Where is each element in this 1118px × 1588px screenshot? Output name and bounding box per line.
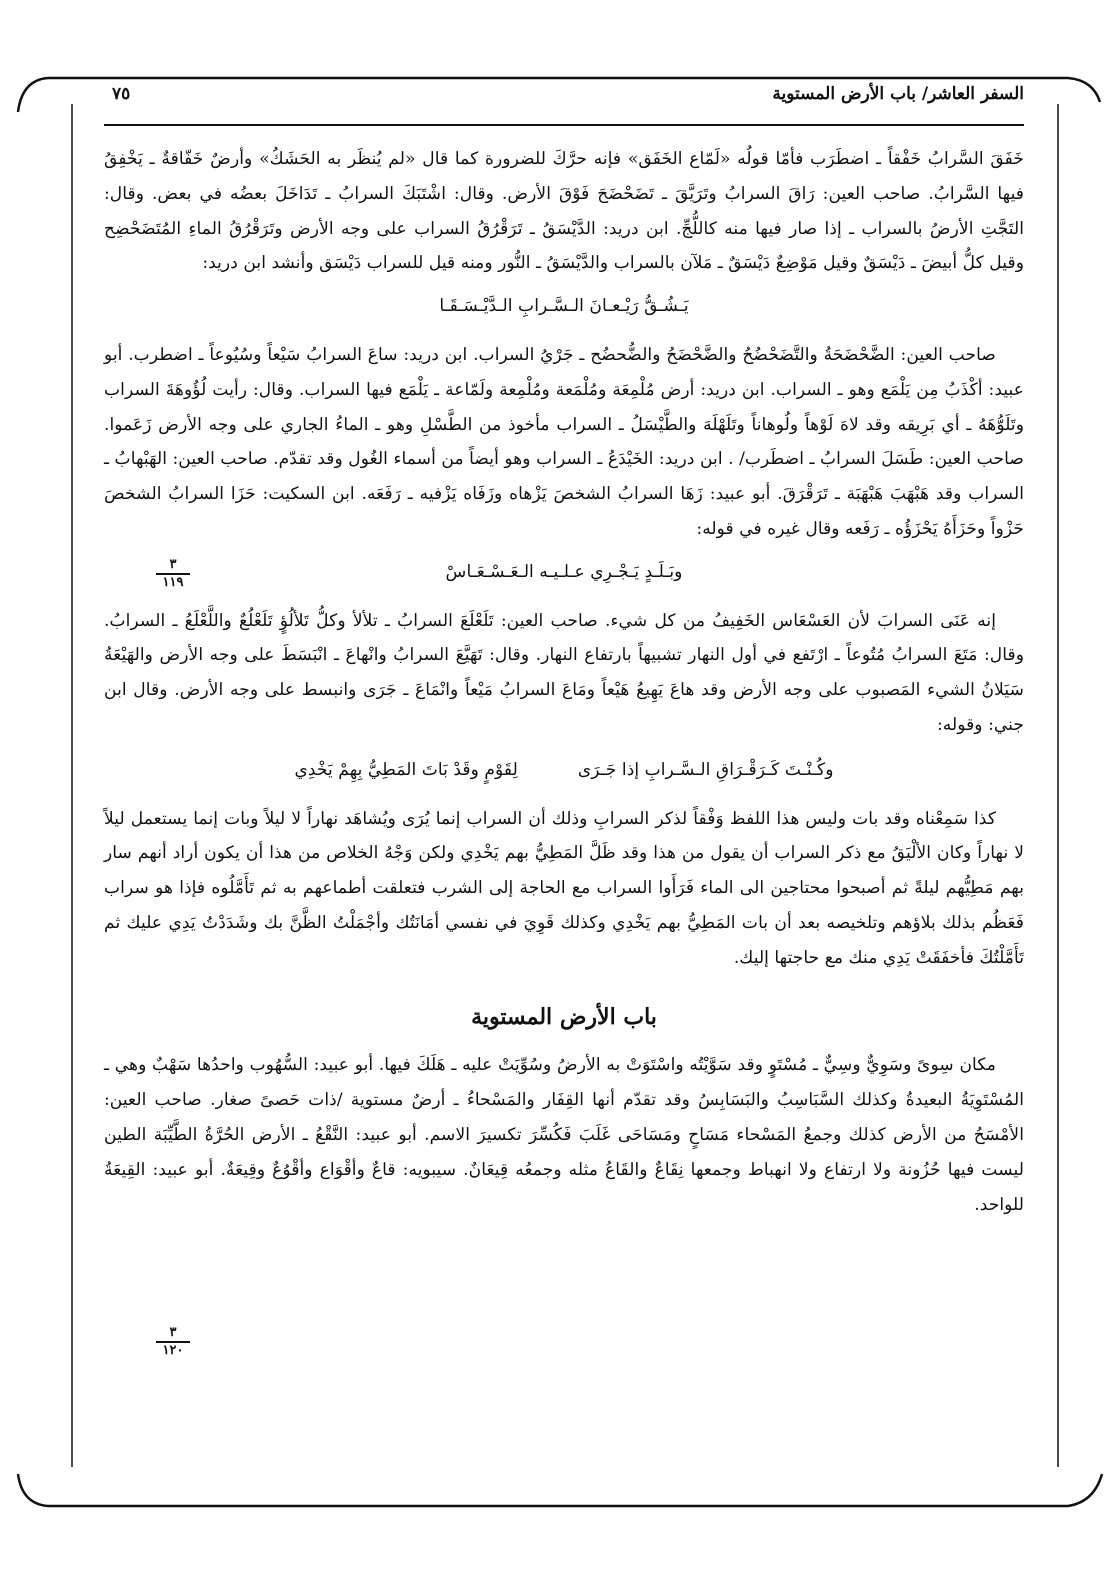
verse-hemistich-second: لِقَوْمٍ وقَدْ بَاتَ المَطِيُّ بِهِمْ يَخْدِي [294, 759, 518, 780]
paragraph: صاحب العين: الضَّحْضَحَةُ والتَّضَحْضُحُ والضَّحْضَحُ والضُّحضُح ـ جَرْيُ السراب. ابن دريد: ساعَ السرابُ سَيْعاً وسُيُوعاً ـ اضطرب. أبو عبيد: أكْذَبُ مِن يَلْمَع وهو ـ السراب. ابن دريد: أرض مُلْمِعَة ومُلْمَعة ومُلْمِعة ولَمّاعة ـ يَلْمَع فيها السراب. وقال: رأيت لُؤُوهَةَ السراب وتَلَوُّهَهُ ـ أي بَرِيقه وقد لاهَ لَوْهاً ولُوهاناً وتَلَهْلَهَ والطَّيْسَلُ ـ السراب مأخوذ من الطَّسْلِ وهو ـ الماءُ الجاري على وجه الأرض زَعَموا. صاحب العين: طَسَلَ السرابُ ـ اضطَرب/ . ابن دريد: الخَيْدَعُ ـ السراب وهو أيضاً من أسماء الغُول وقد تقدّم. صاحب العين: الهَبْهابُ ـ السراب وقد هَبْهَبَ هَبْهَبَة ـ تَرَقْرَقَ. أبو عبيد: زَهَا السرابُ الشخصَ يَزْهاه وزَفَاه يَزْفيه ـ رَفَعَه. ابن السكيت: حَزَا السرابُ الشخصَ حَزْواً وحَزَأَهُ يَحْزَؤُه ـ رَفَعه وقال غيره في قوله: [104, 344, 1024, 539]
verse-couplet [104, 753, 1024, 788]
marginal-note-volume: ٣ [156, 1326, 190, 1343]
running-title: السفر العاشر/ باب الأرض المستوية [772, 84, 1024, 104]
page [104, 80, 1024, 1480]
paragraph: مكان سِوىً وسَوِيٌّ وسِيٌّ ـ مُسْتَوٍ وقد سَوَّيْتُه واسْتَوَتْ به الأرضُ وسُوِّيَتْ عليه ـ هَلَكَ فيها. أبو عبيد: السُّهُوب واحدُها سَهْبٌ وهي ـ المُسْتَوِيَةُ البعيدةُ وكذلك السَّبَاسِبُ والبَسَابِسُ وقد تقدّم أنها القِفَار والمَسْحاءُ ـ أرضٌ مستوية /ذات حَصىً صغار. صاحب العين: الأمْسَحُ من الأرض كذلك وجمعُ المَسْحاء مَسَاحٍ ومَسَاحَى غَلَبَ فَكُسِّرَ تكسيرَ الاسم. أبو عبيد: النَّقْعُ ـ الأرض الحُرَّةُ الطَّيِّبَة الطين ليست فيها حُزُونة ولا ارتفاع ولا انهباط وجمعها نِقَاعٌ والقَاعُ مثله وجمعُه قِيعَانٌ. سيبويه: قاعٌ وأقْوَاع وأقْوُعٌ وقِيعَةٌ. أبو عبيد: القِيعَةُ للواحد. [104, 1055, 1024, 1215]
verse-line: يَـشُـقُّ رَيْـعـانَ الـسَّـرابِ الـدَّيْـسَـقَـا [439, 296, 689, 317]
page-header [104, 84, 1024, 114]
verse-hemistich-first: وكُـنْـتَ كَـرَقْـرَاقِ الـسَّـرابِ إذا جَـرَى [577, 759, 834, 780]
marginal-note-120 [156, 1326, 190, 1358]
marginal-note-page: ١١٩ [162, 575, 184, 590]
paragraph: خَفَقَ السَّرابُ خَفْقاً ـ اضطَرَب فأمّا قولُه «لَمّاع الخَفَق» فإنه حرَّكَ للضرورة كما قال «لم يُنظَر به الحَشَكُ» وأرضٌ خَفّاقةٌ ـ يَخْفِقُ فيها السَّرابُ. صاحب العين: رَاقَ السرابُ وتَرَيَّقَ ـ تَضَحْضَحَ فَوْقَ الأرض. وقال: اشْتَبَكَ السرابُ ـ تَدَاخَلَ بعضُه في بعض. وقال: التَجَّتِ الأرضُ بالسراب ـ إذا صار فيها منه كاللُّجِّ. ابن دريد: الدَّيْسَقُ ـ تَرَقْرُقُ السراب على وجه الأرض وتَرَقْرُقُ الماءِ المُتَضَحْضِح وقيل كلُّ أبيضَ ـ دَيْسَقٌ وقيل مَوْضِعٌ دَيْسَقٌ ـ مَلآن بالسراب والدَّيْسَقُ ـ النُّور ومنه قيل للسراب دَيْسَق وأنشد ابن دريد: [104, 149, 1024, 274]
paragraph: إنه عَنَى السرابَ لأن العَسْعَاس الخَفِيفُ من كل شيء. صاحب العين: تَلَعْلَعَ السرابُ ـ تلألأ وكلُّ تَلألُؤٍ تَلَعْلُعٌ واللَّعْلَعُ ـ السرابُ. وقال: مَتَعَ السرابُ مُتُوعاً ـ ارْتَفع في أول النهار تشبيهاً بارتفاع النهار. وقال: تَهَيَّعَ السرابُ وانْهاعَ ـ انْبَسَطَ على وجه الأرض والهَيْعَةُ سَيَلانُ الشيء المَصبوب على وجه الأرض وقد هاعَ يَهِيعُ هَيْعاً ومَاعَ السرابُ مَيْعاً وانْمَاعَ ـ جَرَى وانبسط على وجه الأرض. وقال ابن جني: وقوله: [104, 610, 1024, 735]
verse-line: وبَـلَـدٍ يَـجْـرِي عـلـيـه الـعَـسْـعَـاسْ [445, 561, 683, 582]
marginal-note-volume: ٣ [156, 558, 190, 575]
chapter-title: باب الأرض المستوية [471, 1003, 657, 1030]
header-rule [104, 124, 1024, 126]
paragraph: كذا سَمِعْناه وقد بات وليس هذا اللفظ وَفْقاً لذكر السرابِ وذلك أن السراب إنما يُرَى ويُشاهَد نهاراً لا ليلاً وبات إنما يستعمل ليلاً لا نهاراً وكان الألْيَقُ مع ذكر السراب أن يقول من هذا وقد ظَلَّ المَطِيُّ بهم يَخْدِي ولكن وَجْهُ الخلاص من هذا أن يكون أراد أنهم سار بهم مَطِيُّهم ليلةً ثم أصبحوا محتاجين الى الماء فَرَأَوا السراب مع الحاجة إلى الشرب فتعلقت أطماعهم به ثم تَأَمَّلُوه فإذا هو سراب فَعَظُم بذلك بلاؤهم وتلخيصه بعد أن بات المَطِيُّ بهم يَخْدِي وكذلك قَوِيَ في نفسي أمَانَتُك وأجْمَلْتُ الظَّنَّ بك وشَدَدْتُ يَدِي عليك ثم تَأَمَّلْتُكَ فأخفَقَتْ يَدِي منك مع حاجتها إليك. [104, 808, 1024, 968]
marginal-note-page: ١٢٠ [162, 1343, 184, 1358]
page-number: ٧٥ [112, 84, 131, 104]
main-text [104, 142, 1024, 1222]
